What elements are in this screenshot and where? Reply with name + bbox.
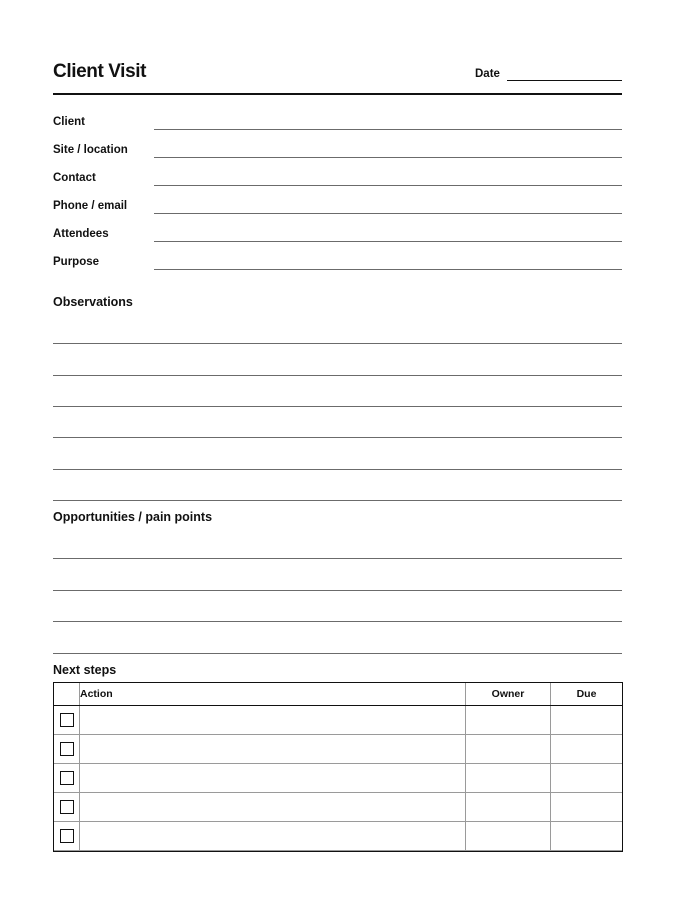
- due-cell[interactable]: [551, 735, 623, 764]
- check-cell: [54, 822, 80, 851]
- client-label: Client: [53, 116, 85, 128]
- observations-line[interactable]: [53, 469, 622, 470]
- observations-line[interactable]: [53, 437, 622, 438]
- observations-line[interactable]: [53, 500, 622, 501]
- action-cell[interactable]: [80, 793, 466, 822]
- action-column-header: Action: [80, 683, 466, 706]
- task-checkbox[interactable]: [60, 829, 74, 843]
- opportunities-line[interactable]: [53, 590, 622, 591]
- table-row: [54, 735, 623, 764]
- table-row: [54, 822, 623, 851]
- action-cell[interactable]: [80, 735, 466, 764]
- client-visit-form: [53, 0, 622, 900]
- observations-line[interactable]: [53, 343, 622, 344]
- action-cell[interactable]: [80, 822, 466, 851]
- task-checkbox[interactable]: [60, 713, 74, 727]
- check-cell: [54, 764, 80, 793]
- owner-cell[interactable]: [466, 822, 551, 851]
- due-cell[interactable]: [551, 764, 623, 793]
- observations-line[interactable]: [53, 375, 622, 376]
- owner-cell[interactable]: [466, 764, 551, 793]
- date-label: Date: [475, 68, 500, 80]
- purpose-label: Purpose: [53, 256, 100, 268]
- table-row: [54, 793, 623, 822]
- check-cell: [54, 735, 80, 764]
- next-steps-table: [53, 682, 623, 851]
- opportunities-line[interactable]: [53, 558, 622, 559]
- date-field[interactable]: [507, 80, 622, 81]
- phone-email-field[interactable]: [154, 213, 622, 214]
- due-cell[interactable]: [551, 822, 623, 851]
- due-column-header: Due: [551, 683, 623, 706]
- form-header: [53, 60, 622, 95]
- task-checkbox[interactable]: [60, 742, 74, 756]
- due-cell[interactable]: [551, 706, 623, 735]
- owner-column-header: Owner: [466, 683, 551, 706]
- page-title: Client Visit: [53, 61, 147, 82]
- observations-heading: Observations: [53, 295, 133, 309]
- check-column-header: [54, 683, 80, 706]
- observations-line[interactable]: [53, 406, 622, 407]
- attendees-label: Attendees: [53, 228, 109, 240]
- task-checkbox[interactable]: [60, 800, 74, 814]
- opportunities-line[interactable]: [53, 653, 622, 654]
- client-field[interactable]: [154, 129, 622, 130]
- opportunities-heading: Opportunities / pain points: [53, 510, 213, 524]
- phone-email-label: Phone / email: [53, 200, 128, 212]
- table-header-row: [54, 683, 623, 706]
- attendees-field[interactable]: [154, 241, 622, 242]
- due-cell[interactable]: [551, 793, 623, 822]
- site-location-field[interactable]: [154, 157, 622, 158]
- check-cell: [54, 706, 80, 735]
- purpose-field[interactable]: [154, 269, 622, 270]
- check-cell: [54, 793, 80, 822]
- task-checkbox[interactable]: [60, 771, 74, 785]
- owner-cell[interactable]: [466, 735, 551, 764]
- next-steps-heading: Next steps: [53, 663, 117, 677]
- contact-label: Contact: [53, 172, 96, 184]
- owner-cell[interactable]: [466, 793, 551, 822]
- table-row: [54, 706, 623, 735]
- table-row: [54, 764, 623, 793]
- owner-cell[interactable]: [466, 706, 551, 735]
- opportunities-line[interactable]: [53, 621, 622, 622]
- contact-field[interactable]: [154, 185, 622, 186]
- action-cell[interactable]: [80, 706, 466, 735]
- action-cell[interactable]: [80, 764, 466, 793]
- site-location-label: Site / location: [53, 144, 128, 156]
